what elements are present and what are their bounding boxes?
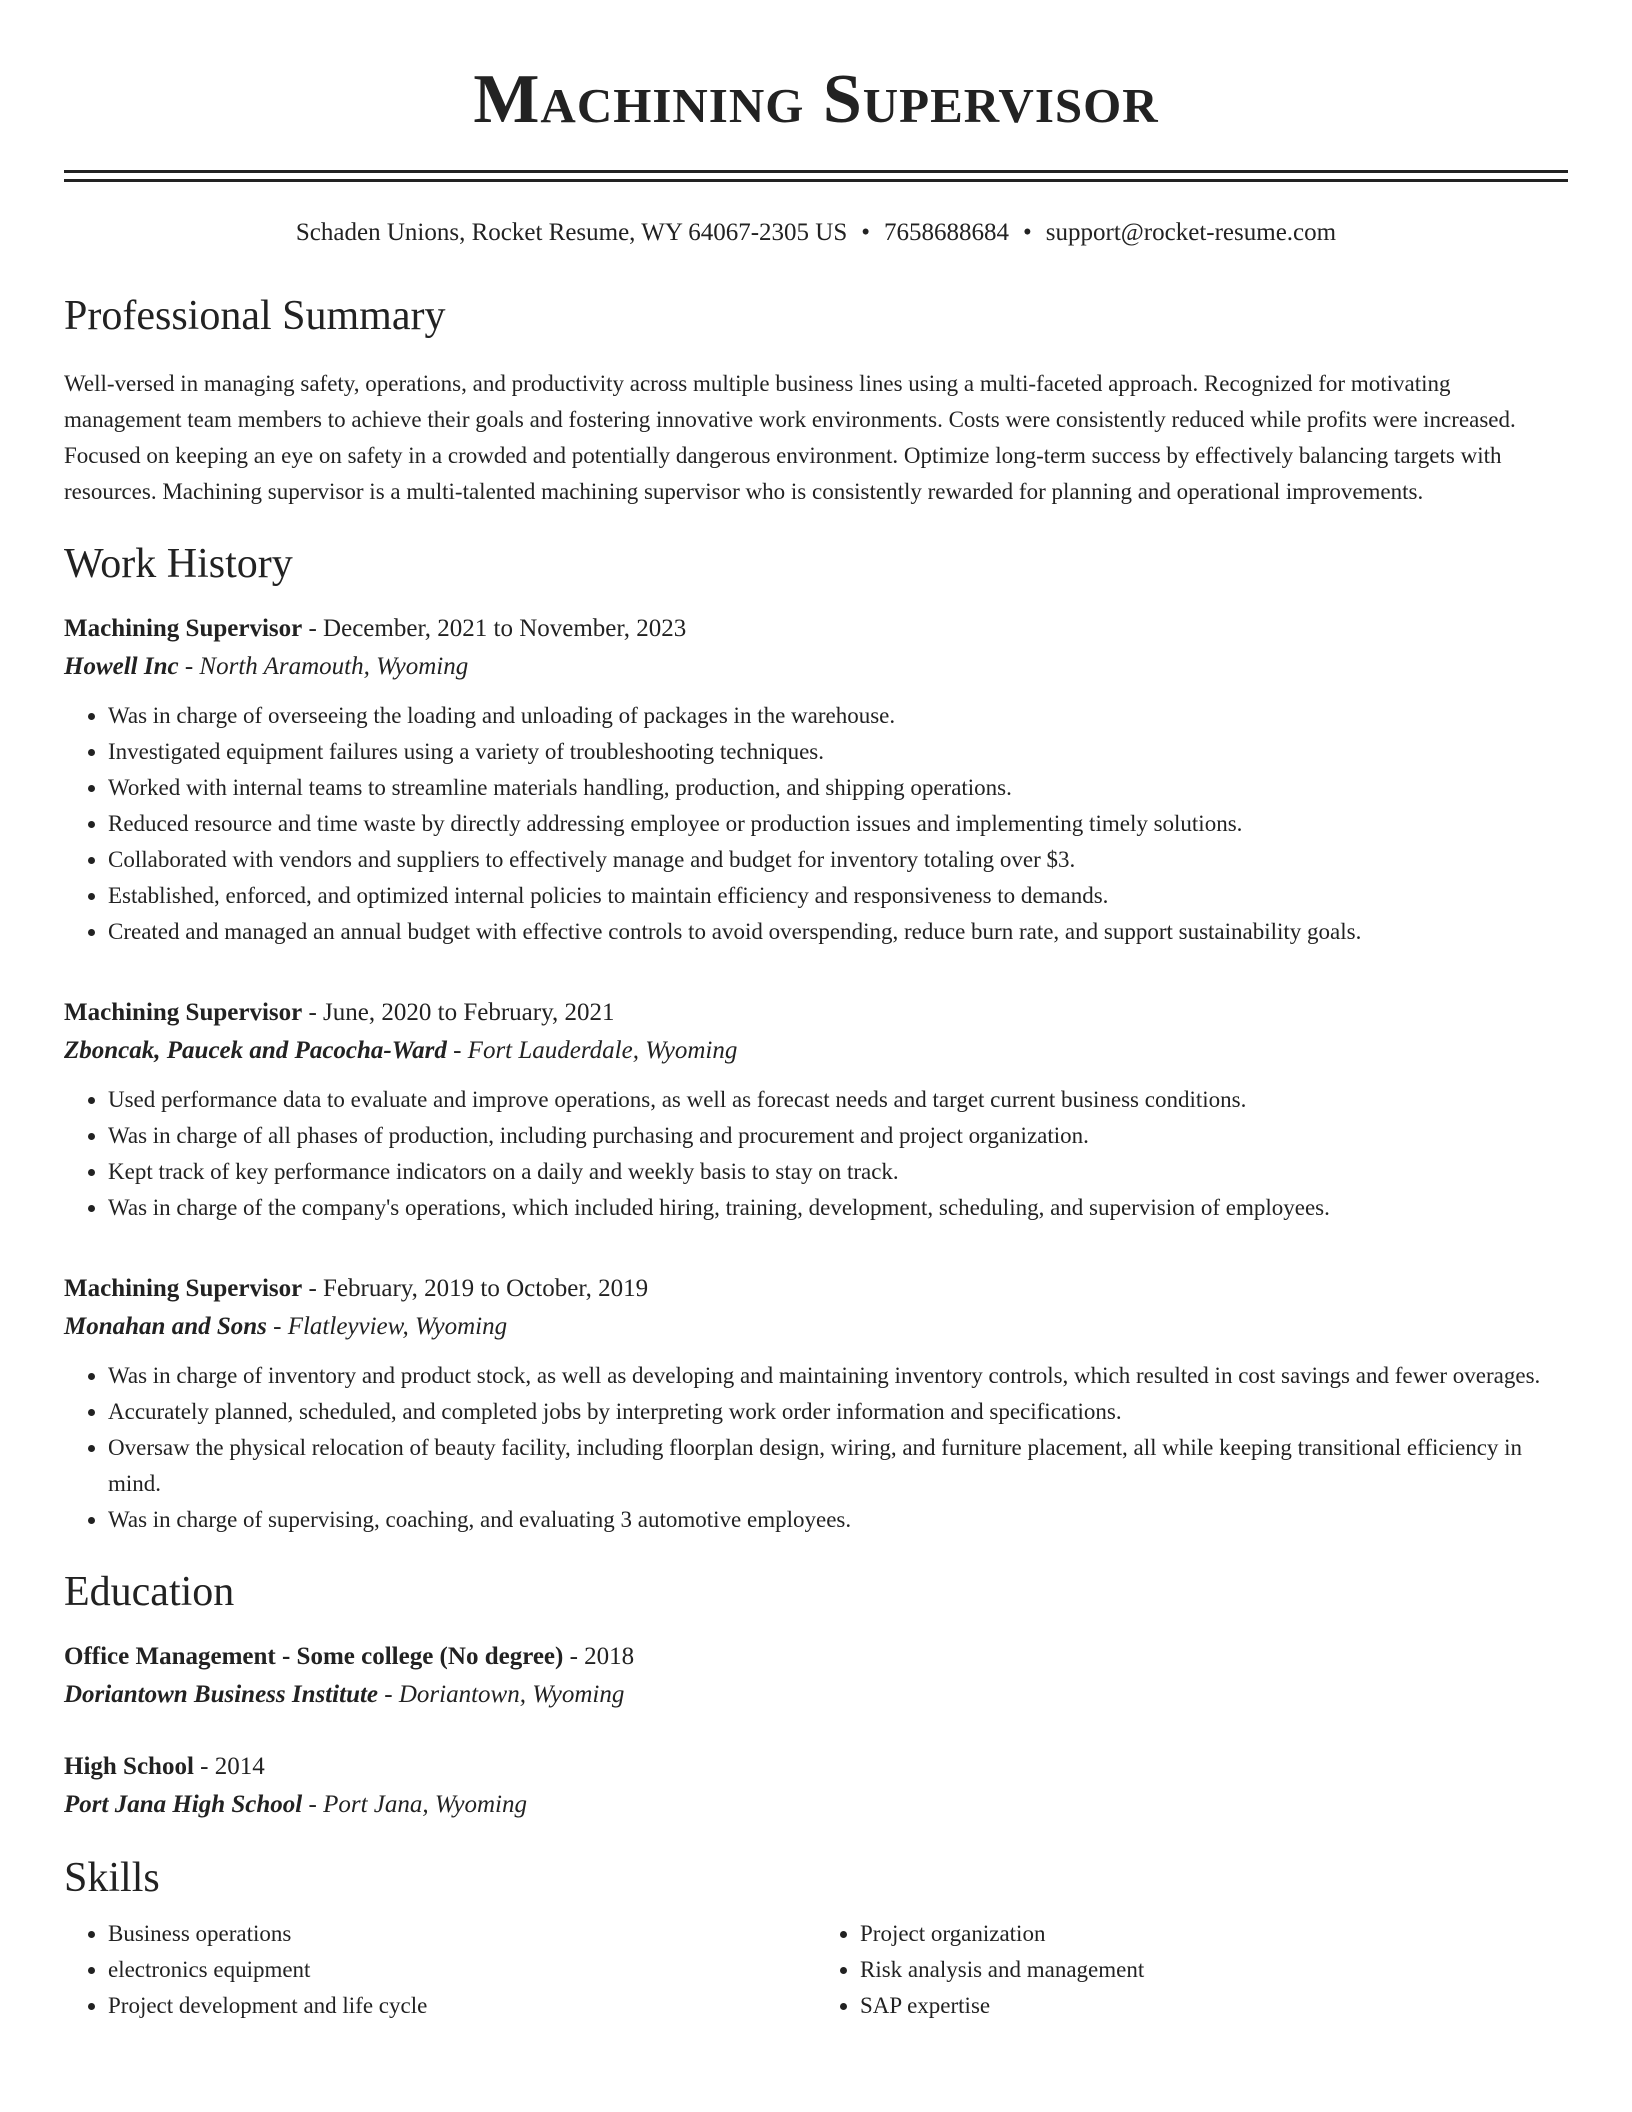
job-bullet: • Used performance data to evaluate and improve operations, as well as forecast needs and target current business conditions. xyxy=(108,1082,1568,1118)
job-bullet: • Was in charge of inventory and product stock, as well as developing and maintaining inventory controls, which resulted in cost savings and fewer overages. xyxy=(108,1358,1568,1394)
skill-item: • Project organization xyxy=(860,1916,1568,1952)
skills-heading: Skills xyxy=(64,1855,160,1901)
skills-column-right xyxy=(816,1916,1568,2024)
job-bullets xyxy=(64,698,1568,950)
contact-email[interactable]: support@rocket-resume.com xyxy=(1045,219,1337,246)
job-title: Machining Supervisor xyxy=(64,999,303,1026)
job-dates: - June, 2020 to February, 2021 xyxy=(302,999,615,1026)
job-bullet: • Collaborated with vendors and suppliers to effectively manage and budget for inventory totaling over $3. xyxy=(108,842,1568,878)
summary-text: Well-versed in managing safety, operations, and productivity across multiple business lines using a multi-faceted approach. Recognized for motivating management team members to achieve their goals and fostering innovative work environments. Costs were consistently reduced while profits were increased. Focused on keeping an eye on safety in a crowded and potentially dangerous environment. Optimize long-term success by effectively balancing targets with resources. Machining supervisor is a multi-talented machining supervisor who is consistently rewarded for planning and operational improvements. xyxy=(64,371,1516,504)
job-bullet: • Worked with internal teams to streamline materials handling, production, and shipping operations. xyxy=(108,770,1568,806)
education-degree: High School xyxy=(64,1753,194,1780)
job-bullets xyxy=(64,1082,1568,1226)
job-bullet: • Reduced resource and time waste by directly addressing employee or production issues and implementing timely solutions. xyxy=(108,806,1568,842)
job-company: Howell Inc xyxy=(64,653,179,680)
education-school: Port Jana High School xyxy=(64,1791,303,1818)
skills-list xyxy=(64,1916,1568,2024)
education-school: Doriantown Business Institute xyxy=(64,1681,379,1708)
education-entry xyxy=(64,1748,1568,1824)
job-bullet: • Created and managed an annual budget with effective controls to avoid overspending, reduce burn rate, and support sustainability goals. xyxy=(108,914,1568,950)
skill-item: • SAP expertise xyxy=(860,1988,1568,2024)
job-location: - North Aramouth, Wyoming xyxy=(178,653,469,680)
title-divider-bottom xyxy=(64,179,1568,182)
contact-line xyxy=(64,216,1568,250)
job-location: - Fort Lauderdale, Wyoming xyxy=(446,1037,738,1064)
skills-column-left xyxy=(64,1916,816,2024)
job-dates: - December, 2021 to November, 2023 xyxy=(302,615,687,642)
job-title: Machining Supervisor xyxy=(64,615,303,642)
job-bullets xyxy=(64,1358,1568,1538)
skill-item: • electronics equipment xyxy=(108,1952,816,1988)
education-entry xyxy=(64,1638,1568,1714)
education-degree: Office Management - Some college (No degree) xyxy=(64,1643,564,1670)
skill-item: • Business operations xyxy=(108,1916,816,1952)
job-bullet: • Accurately planned, scheduled, and completed jobs by interpreting work order information and specifications. xyxy=(108,1394,1568,1430)
contact-separator: • xyxy=(1023,219,1032,246)
job-bullet: • Investigated equipment failures using a variety of troubleshooting techniques. xyxy=(108,734,1568,770)
job-bullet: • Was in charge of the company's operations, which included hiring, training, development, scheduling, and supervision of employees. xyxy=(108,1190,1568,1226)
contact-separator: • xyxy=(861,219,871,246)
education-heading: Education xyxy=(64,1569,235,1615)
resume-title: Machining Supervisor xyxy=(473,61,1159,138)
job-location: - Flatleyview, Wyoming xyxy=(266,1313,508,1340)
job-company: Monahan and Sons xyxy=(64,1313,267,1340)
skill-item: • Risk analysis and management xyxy=(860,1952,1568,1988)
education-year: - 2018 xyxy=(563,1643,635,1670)
job-entry xyxy=(64,610,1568,950)
contact-phone: 7658688684 xyxy=(884,219,1010,246)
job-entry xyxy=(64,994,1568,1226)
work-history-heading: Work History xyxy=(64,541,293,587)
summary-heading: Professional Summary xyxy=(64,293,446,339)
job-dates: - February, 2019 to October, 2019 xyxy=(302,1275,649,1302)
job-title: Machining Supervisor xyxy=(64,1275,303,1302)
job-bullet: • Was in charge of supervising, coaching, and evaluating 3 automotive employees. xyxy=(108,1502,1568,1538)
job-bullet: • Established, enforced, and optimized internal policies to maintain efficiency and responsiveness to demands. xyxy=(108,878,1568,914)
education-location: - Doriantown, Wyoming xyxy=(378,1681,625,1708)
education-location: - Port Jana, Wyoming xyxy=(302,1791,527,1818)
title-divider-top xyxy=(64,170,1568,173)
education-year: - 2014 xyxy=(193,1753,265,1780)
skill-item: • Project development and life cycle xyxy=(108,1988,816,2024)
job-bullet: • Was in charge of overseeing the loading and unloading of packages in the warehouse. xyxy=(108,698,1568,734)
job-entry xyxy=(64,1270,1568,1538)
contact-address: Schaden Unions, Rocket Resume, WY 64067-2305 US xyxy=(295,219,848,246)
job-bullet: • Was in charge of all phases of production, including purchasing and procurement and project organization. xyxy=(108,1118,1568,1154)
job-company: Zboncak, Paucek and Pacocha-Ward xyxy=(64,1037,447,1064)
job-bullet: • Kept track of key performance indicators on a daily and weekly basis to stay on track. xyxy=(108,1154,1568,1190)
job-bullet: • Oversaw the physical relocation of beauty facility, including floorplan design, wiring, and furniture placement, all while keeping transitional efficiency in mind. xyxy=(108,1430,1568,1502)
